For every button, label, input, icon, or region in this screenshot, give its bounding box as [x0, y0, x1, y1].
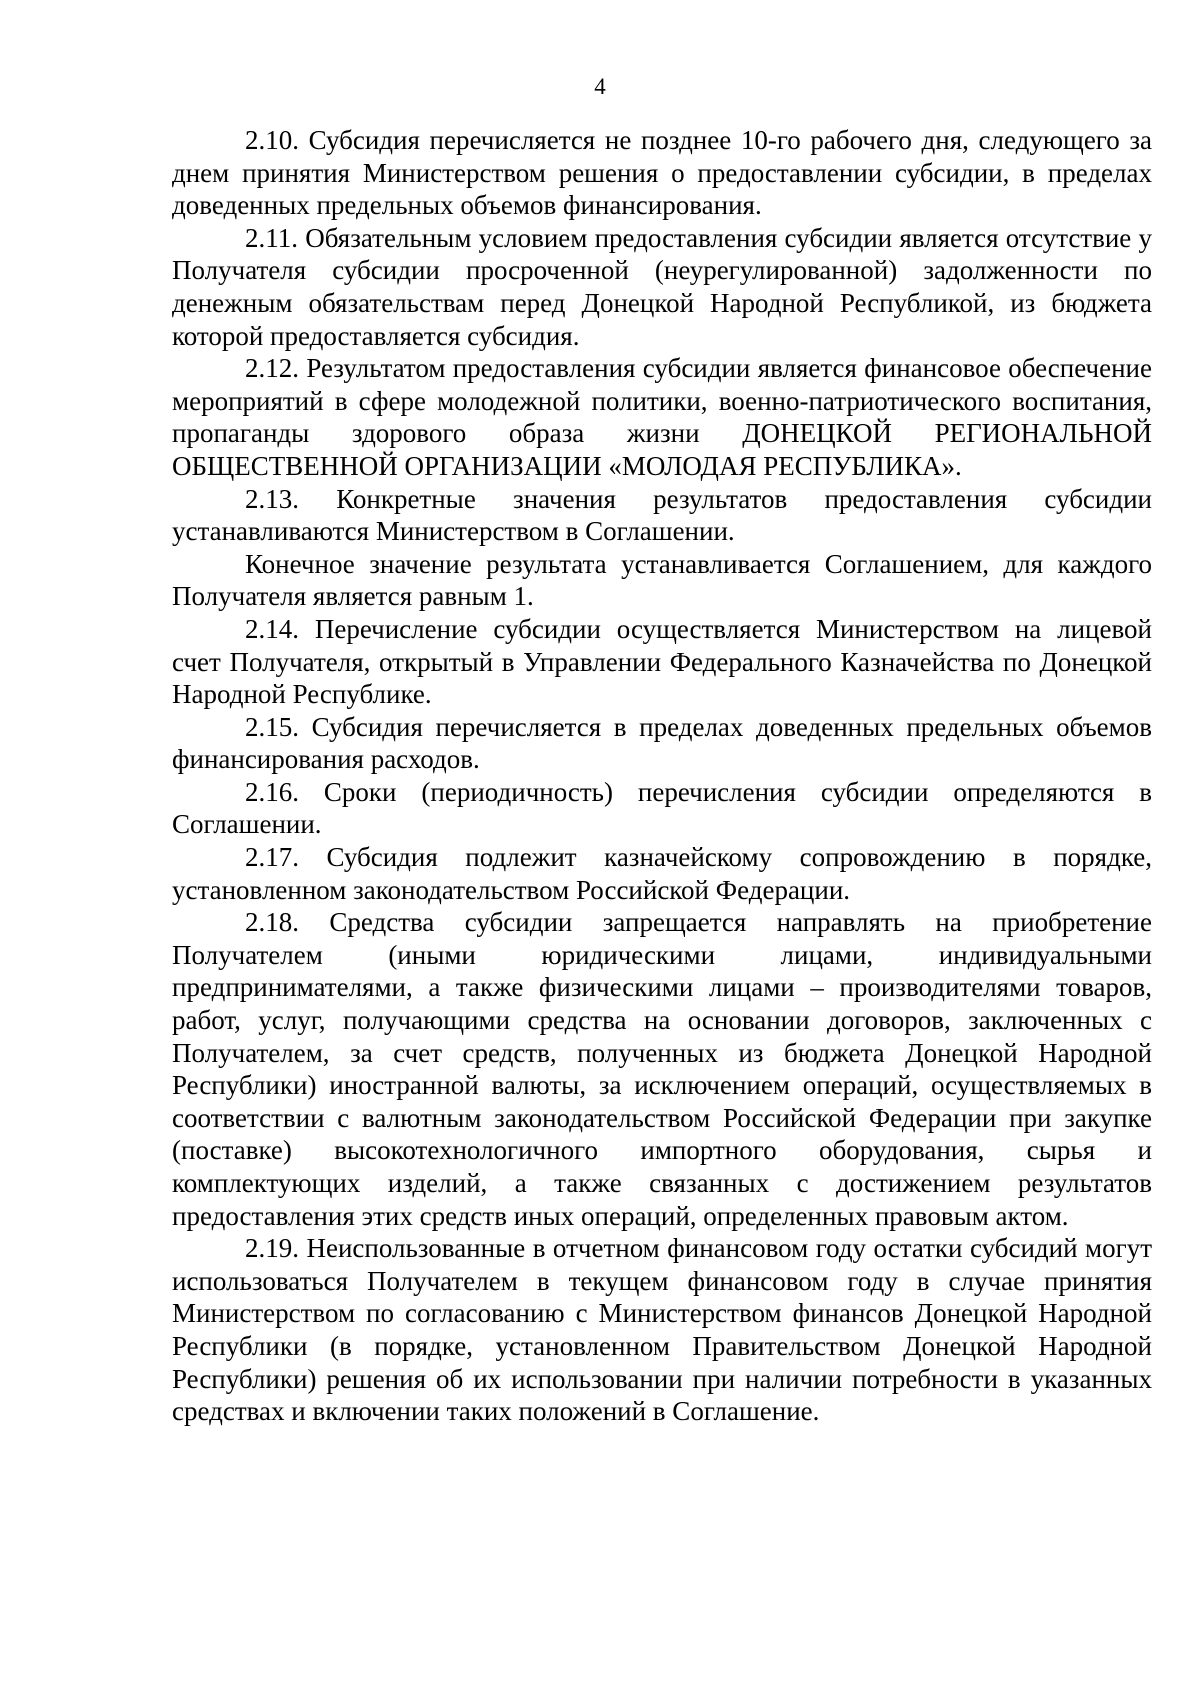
paragraph-2-16 [172, 776, 1152, 841]
paragraph-text: Перечисление субсидии осуществляется Министерством на лицевой счет Получателя, открытый в Управлении Федерального Казначейства по Донецкой Народной Республике. [172, 613, 1153, 710]
paragraph-number: 2.19. [245, 1233, 299, 1264]
paragraph-number: 2.16. [245, 776, 299, 807]
paragraph-text: Субсидия перечисляется не позднее 10-го рабочего дня, следующего за днем принятия Министерством решения о предоставлении субсидии, в пределах доведенных предельных объемов финансирования. [172, 125, 1152, 221]
paragraph-text: Обязательным условием предоставления субсидии является отсутствие у Получателя субсидии просроченной (неурегулированной) задолженности по денежным обязательствам перед Донецкой Народной Республикой, из бюджета которой предоставляется субсидия. [172, 222, 1153, 351]
paragraph-number: 2.15. [245, 711, 299, 742]
paragraph-text: Результатом предоставления субсидии является финансовое обеспечение мероприятий в сфере молодежной политики, военно-патриотического воспитания, пропаганды здорового образа жизни ДОНЕЦКОЙ РЕГИОНАЛЬНОЙ ОБЩЕСТВЕННОЙ ОРГАНИЗАЦИИ «МОЛОДАЯ РЕСПУБЛИКА». [172, 353, 1152, 481]
paragraph-number: 2.10. [245, 125, 299, 155]
paragraph-text: Субсидия перечисляется в пределах доведенных предельных объемов финансирования расходов. [172, 711, 1152, 775]
paragraph-2-15 [172, 711, 1152, 776]
paragraph-text: Субсидия подлежит казначейскому сопровождению в порядке, установленном законодательством Российской Федерации. [172, 842, 1153, 905]
paragraph-2-19 [172, 1232, 1152, 1428]
paragraph-2-10 [172, 124, 1152, 222]
paragraph-2-12 [172, 352, 1152, 482]
paragraph-2-14 [172, 613, 1152, 711]
paragraph-text: Конечное значение результата устанавливается Соглашением, для каждого Получателя является равным 1. [172, 548, 1152, 612]
paragraph-number: 2.12. [245, 353, 299, 384]
paragraph-final-value [172, 548, 1152, 613]
paragraph-number: 2.17. [245, 842, 299, 873]
paragraph-2-18 [172, 906, 1152, 1232]
paragraph-text: Неиспользованные в отчетном финансовом году остатки субсидий могут использоваться Получателем в текущем финансовом году в случае принятия Министерством по согласованию с Министерством финансов Донецкой Народной Республики (в порядке, установленном Правительством Донецкой Народной Республики) решения об их использовании при наличии потребности в указанных средствах и включении таких положений в Соглашение. [172, 1233, 1153, 1427]
page-number: 4 [594, 74, 606, 99]
paragraph-number: 2.14. [245, 613, 299, 644]
paragraph-2-11 [172, 222, 1152, 352]
paragraph-text: Средства субсидии запрещается направлять на приобретение Получателем (иными юридическими лицами, индивидуальными предпринимателями, а также физическими лицами – производителями товаров, работ, услуг, получающими средства на основании договоров, заключенных с Получателем, за счет средств, полученных из бюджета Донецкой Народной Республики) иностранной валюты, за исключением операций, осуществляемых в соответствии с валютным законодательством Российской Федерации при закупке (поставке) высокотехнологичного импортного оборудования, сырья и комплектующих изделий, а также связанных с достижением результатов предоставления этих средств иных операций, определенных правовым актом. [172, 907, 1152, 1231]
paragraph-number: 2.18. [245, 907, 299, 938]
paragraph-text: Конкретные значения результатов предоставления субсидии устанавливаются Министерством в Соглашении. [172, 483, 1152, 547]
paragraph-number: 2.13. [245, 483, 299, 514]
paragraph-2-17 [172, 841, 1152, 906]
paragraph-number: 2.11. [245, 222, 298, 253]
paragraph-text: Сроки (периодичность) перечисления субсидии определяются в Соглашении. [172, 776, 1153, 840]
document-body [172, 124, 1152, 1428]
paragraph-2-13 [172, 483, 1152, 548]
